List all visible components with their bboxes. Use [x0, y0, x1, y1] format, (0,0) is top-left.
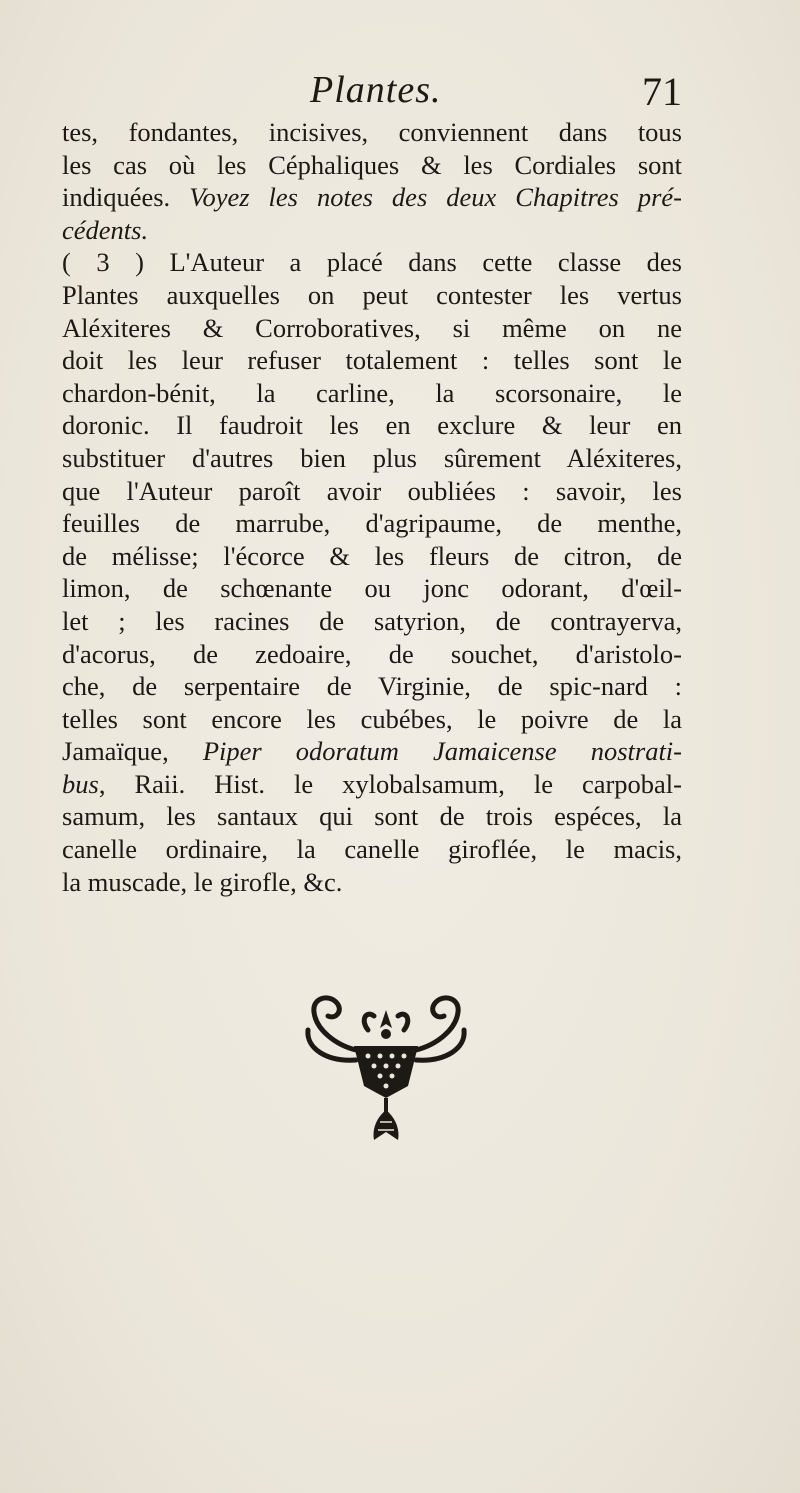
text-run: substituer d'autres bien plus sûrement Aléxiteres,	[62, 442, 682, 473]
italic-text: cédents.	[62, 214, 149, 245]
page-number: 71	[642, 69, 682, 114]
text-line	[62, 442, 682, 475]
italic-text: Piper odoratum Jamaicense nostrati-	[202, 736, 682, 767]
text-line	[62, 768, 682, 801]
text-line	[62, 409, 682, 442]
text-run: feuilles de marrube, d'agripaume, de menthe,	[62, 508, 682, 539]
text-run: chardon-bénit, la carline, la scorsonaire, le	[62, 377, 682, 408]
text-line	[62, 540, 682, 573]
text-line	[62, 246, 682, 279]
text-line	[62, 735, 682, 768]
text-run: d'acorus, de zedoaire, de souchet, d'aristolo-	[62, 638, 682, 669]
text-line	[62, 149, 682, 182]
text-line	[62, 507, 682, 540]
text-run: que l'Auteur paroît avoir oubliées : savoir, les	[62, 475, 682, 506]
text-run: let ; les racines de satyrion, de contrayerva,	[62, 605, 682, 636]
text-line	[62, 703, 682, 736]
text-line	[62, 475, 682, 508]
text-run: canelle ordinaire, la canelle giroflée, le macis,	[62, 834, 682, 865]
text-line	[62, 279, 682, 312]
text-line	[62, 670, 682, 703]
running-title: Plantes.	[310, 69, 442, 111]
text-run: limon, de schœnante ou jonc odorant, d'œil-	[62, 573, 682, 604]
text-line	[62, 312, 682, 345]
body-text	[62, 116, 682, 898]
text-run: Plantes auxquelles on peut contester les vertus	[62, 279, 682, 310]
fleuron-ornament-icon	[296, 990, 476, 1150]
text-line	[62, 638, 682, 671]
text-run: de mélisse; l'écorce & les fleurs de citron, de	[62, 540, 682, 571]
text-run: tes, fondantes, incisives, conviennent dans tous	[62, 117, 682, 147]
text-run: indiquées.	[62, 182, 190, 213]
text-run: che, de serpentaire de Virginie, de spic-nard :	[62, 671, 682, 702]
text-run: doronic. Il faudroit les en exclure & leur en	[62, 410, 682, 441]
text-line	[62, 181, 682, 214]
text-line	[62, 572, 682, 605]
text-run: la muscade, le girofle, &c.	[62, 866, 343, 897]
italic-text: bus	[62, 768, 99, 799]
text-line	[62, 866, 682, 899]
text-line	[62, 377, 682, 410]
text-line	[62, 116, 682, 149]
text-run: ( 3 ) L'Auteur a placé dans cette classe des	[62, 247, 682, 278]
text-line	[62, 605, 682, 638]
text-run: telles sont encore les cubébes, le poivre de la	[62, 703, 682, 734]
text-run: doit les leur refuser totalement : telles sont le	[62, 345, 682, 376]
text-line	[62, 800, 682, 833]
text-run: samum, les santaux qui sont de trois espéces, la	[62, 801, 682, 832]
text-run: , Raii. Hist. le xylobalsamum, le carpobal-	[98, 768, 682, 799]
text-run: Aléxiteres & Corroboratives, si même on ne	[62, 312, 682, 343]
text-line	[62, 344, 682, 377]
text-line	[62, 214, 682, 247]
italic-text: Voyez les notes des deux Chapitres pré-	[189, 182, 683, 213]
text-line	[62, 833, 682, 866]
text-run: les cas où les Céphaliques & les Cordiales sont	[62, 149, 682, 180]
text-run: Jamaïque,	[62, 736, 203, 767]
